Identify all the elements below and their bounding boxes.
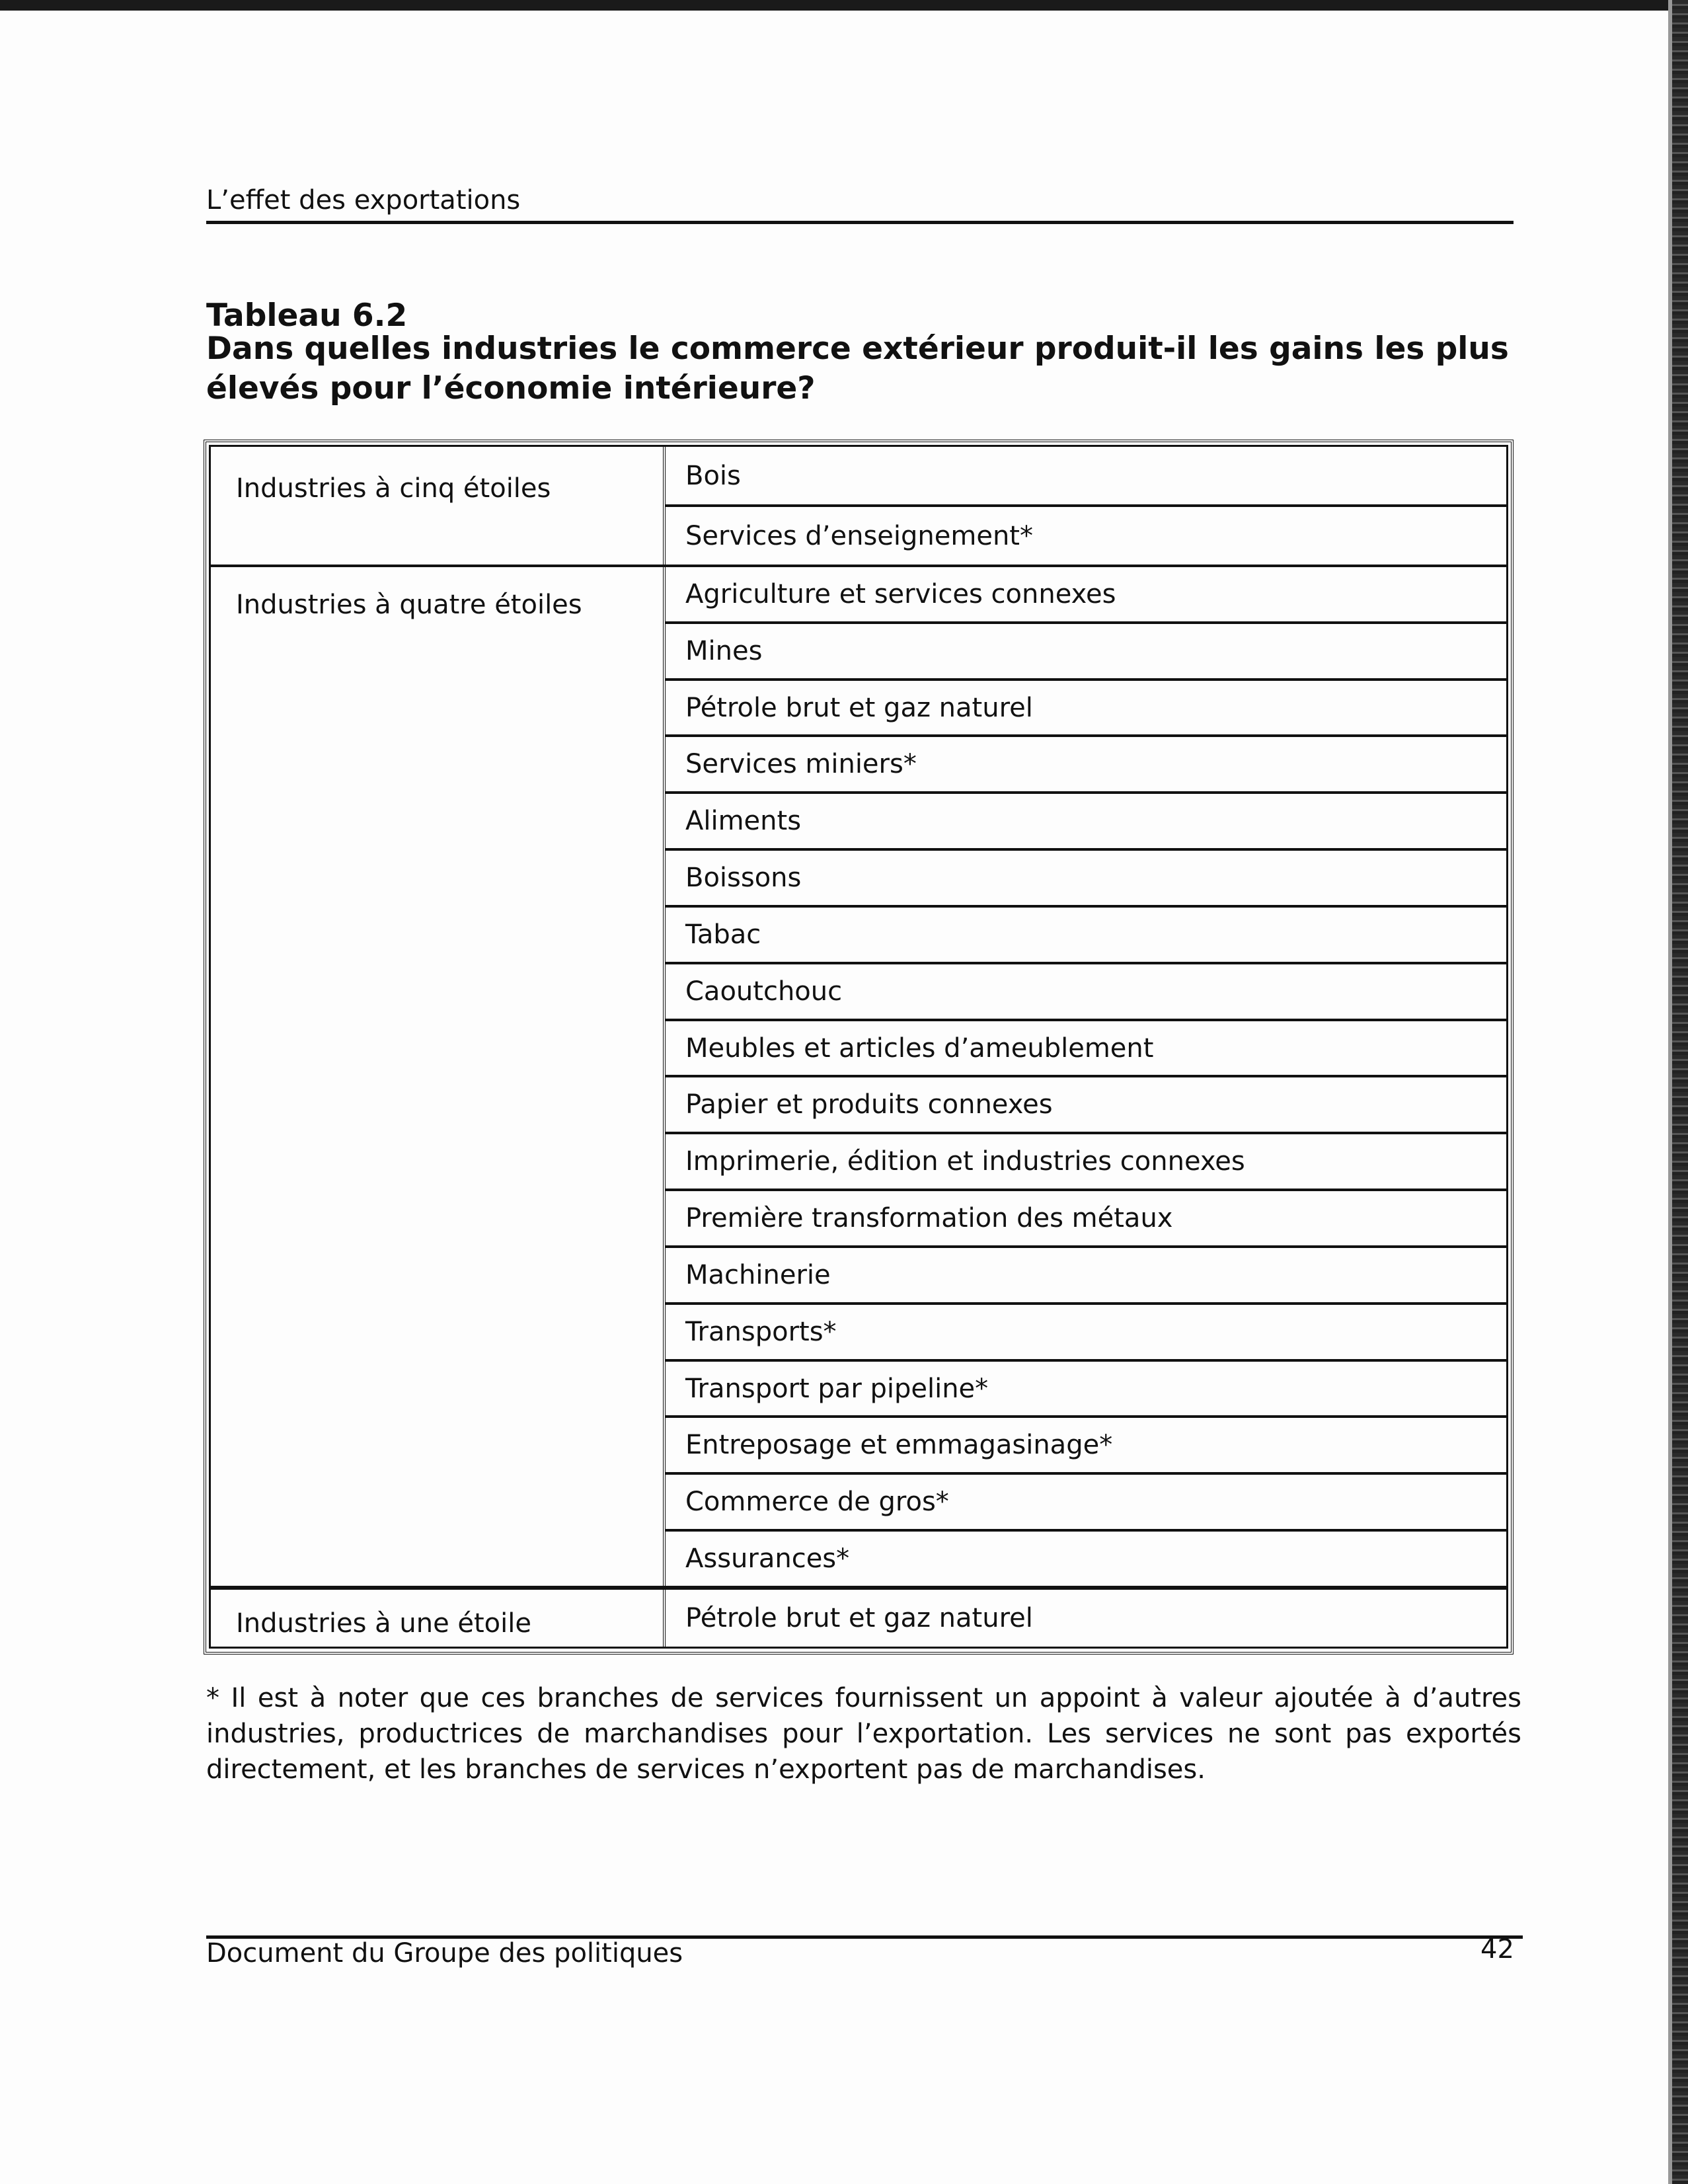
table-row: Pétrole brut et gaz naturel: [685, 1603, 1033, 1633]
table-row: Services d’enseignement*: [685, 520, 1033, 551]
table-row: Imprimerie, édition et industries connexes: [666, 1134, 1506, 1191]
table-group-four-stars: [209, 565, 1508, 1588]
table-row: Transports*: [666, 1305, 1506, 1362]
group-items: [666, 1590, 1506, 1647]
table-row: Tabac: [666, 908, 1506, 964]
table-group-one-star: [209, 1588, 1508, 1649]
table-group-five-stars: [209, 445, 1508, 566]
table-row: Services miniers*: [666, 737, 1506, 794]
page-number: 42: [1480, 1934, 1514, 1965]
table-row: Première transformation des métaux: [666, 1191, 1506, 1248]
table-row: Machinerie: [666, 1248, 1506, 1305]
table-row: Meubles et articles d’ameublement: [666, 1021, 1506, 1078]
scan-border-right-shadow: [1668, 0, 1672, 2184]
table-row: Transport par pipeline*: [666, 1362, 1506, 1419]
table-row: Bois: [666, 447, 1506, 507]
table-row: Papier et produits connexes: [666, 1077, 1506, 1134]
group-label: Industries à quatre étoiles: [211, 567, 666, 1586]
table-row: Entreposage et emmagasinage*: [666, 1418, 1506, 1475]
footer-title: Document du Groupe des politiques: [206, 1938, 683, 1969]
group-label: Industries à cinq étoiles: [211, 447, 666, 565]
footnote: * Il est à noter que ces branches de services fournissent un appoint à valeur ajoutée à d’autres industries, productrices de marchandises pour l’exportation. Les services ne sont pas exportés directement, et les branches de services n’exportent pas de marchandises.: [206, 1683, 1521, 1785]
table-row: Aliments: [666, 794, 1506, 851]
table-label: Tableau 6.2: [206, 297, 408, 334]
table-row: Agriculture et services connexes: [666, 567, 1506, 624]
scan-border-right: [1672, 0, 1688, 2184]
scan-border-top: [0, 0, 1688, 11]
table-row: Caoutchouc: [666, 964, 1506, 1021]
table-row: Commerce de gros*: [666, 1475, 1506, 1532]
table-row: Assurances*: [685, 1543, 850, 1574]
table-row: Mines: [666, 624, 1506, 681]
group-label: Industries à une étoile: [211, 1590, 666, 1647]
table-row: Pétrole brut et gaz naturel: [666, 681, 1506, 738]
group-items: [666, 567, 1506, 1586]
table-title: Dans quelles industries le commerce extérieur produit-il les gains les plus élevés pour l’économie intérieure?: [206, 331, 1509, 407]
header-rule: [206, 221, 1514, 224]
running-head: L’effet des exportations: [206, 185, 521, 215]
group-items: [666, 447, 1506, 565]
table-row: Boissons: [666, 851, 1506, 908]
